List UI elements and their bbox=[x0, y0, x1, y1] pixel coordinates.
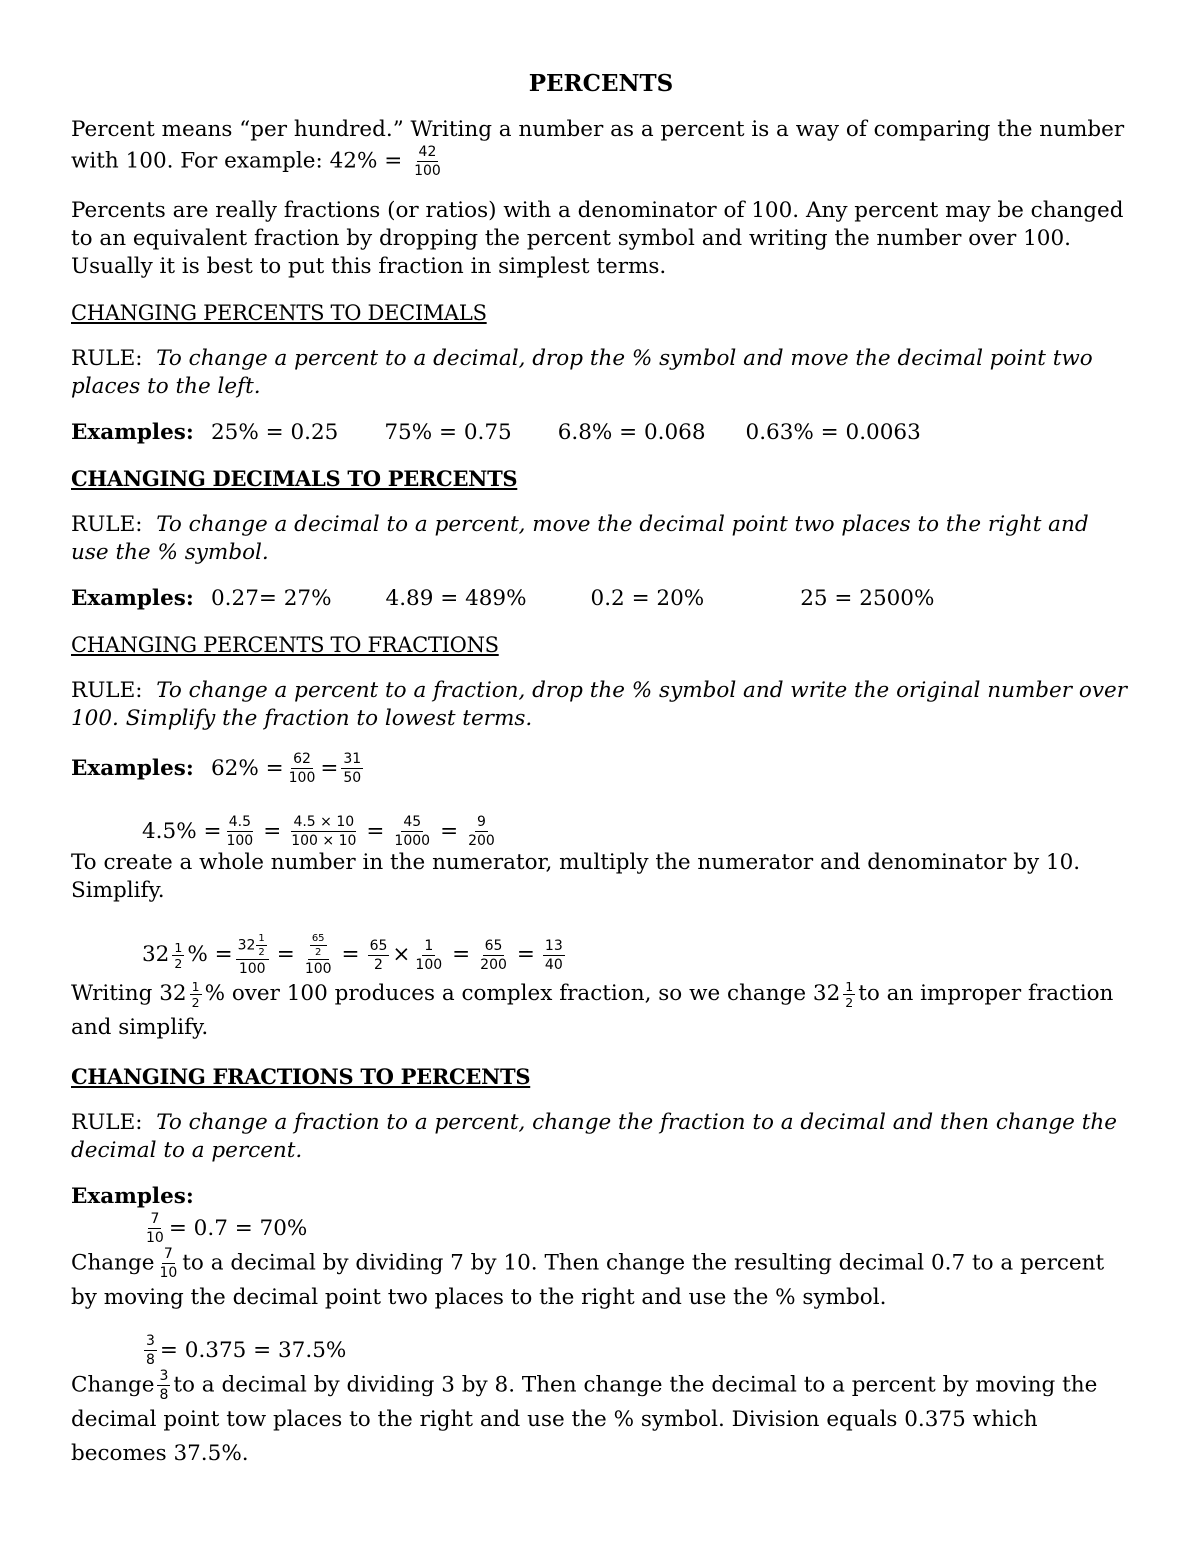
fraction bbox=[190, 980, 202, 1009]
fraction-numerator: 65 bbox=[484, 937, 503, 954]
fraction-denominator: 100 bbox=[226, 833, 254, 849]
fraction-denominator: 50 bbox=[343, 770, 362, 786]
fraction-numerator: 45 bbox=[403, 814, 422, 830]
section-heading-fractions-to-percents: CHANGING FRACTIONS TO PERCENTS bbox=[71, 1064, 531, 1089]
fraction-numerator bbox=[236, 933, 269, 960]
fraction-numerator: 4.5 × 10 bbox=[293, 814, 355, 830]
fraction bbox=[466, 814, 497, 849]
rule-percents-to-fractions bbox=[71, 677, 1131, 733]
fraction bbox=[287, 751, 318, 786]
section-heading-percents-to-fractions: CHANGING PERCENTS TO FRACTIONS bbox=[71, 633, 499, 657]
fraction bbox=[413, 938, 444, 973]
example-item: 4.89 = 489% bbox=[385, 586, 527, 611]
fraction-denominator: 10 bbox=[159, 1265, 178, 1281]
section-heading-percents-to-decimals: CHANGING PERCENTS TO DECIMALS bbox=[71, 301, 487, 325]
fraction bbox=[172, 941, 184, 970]
fraction-numerator: 1 bbox=[191, 978, 200, 994]
fraction-numerator: 65 bbox=[369, 937, 388, 954]
fraction-numerator: 3 bbox=[146, 1333, 155, 1349]
note-text: to a decimal by dividing 3 by 8. Then change the decimal to a percent by moving the decimal point tow places to the right and use the % symbol. Division equals 0.375 which becomes 37.5%. bbox=[71, 1372, 1098, 1466]
examples-label: Examples: bbox=[71, 586, 194, 611]
equals-sign: = bbox=[263, 818, 282, 844]
equals-sign: = bbox=[276, 942, 295, 967]
equals-sign: = bbox=[341, 942, 360, 967]
intro-paragraph-1 bbox=[71, 116, 1131, 179]
rule-text: To change a percent to a decimal, drop the % symbol and move the decimal point two places to the left. bbox=[71, 346, 1093, 399]
fraction-denominator: 200 bbox=[480, 956, 507, 973]
example-item: 0.27= 27% bbox=[211, 586, 332, 611]
rule-fractions-to-percents bbox=[71, 1109, 1131, 1165]
fraction-denominator: 2 bbox=[845, 994, 854, 1010]
fraction-numerator: 1 bbox=[845, 978, 854, 994]
fraction-numerator: 13 bbox=[544, 937, 563, 954]
fraction-denominator: 8 bbox=[146, 1352, 155, 1368]
fraction-numerator: 7 bbox=[150, 1211, 160, 1227]
note-text: to a decimal by dividing 7 by 10. Then change the resulting decimal 0.7 to a percent by moving the decimal point two places to the right and use the % symbol. bbox=[71, 1250, 1105, 1310]
fraction-numerator: 7 bbox=[163, 1246, 173, 1262]
intro-text-1: Percent means “per hundred.” Writing a number as a percent is a way of comparing the number with 100. For example: 42% = bbox=[71, 117, 1125, 174]
fraction-numerator: 3 bbox=[159, 1368, 169, 1384]
fraction bbox=[224, 814, 255, 849]
fraction-denominator: 100 bbox=[304, 961, 332, 977]
example-item: 25% = 0.25 bbox=[211, 420, 339, 445]
fraction-denominator: 1000 bbox=[394, 833, 431, 849]
mixed-whole: 32 bbox=[142, 942, 170, 967]
fraction-numerator bbox=[308, 933, 329, 960]
equals-sign: = bbox=[452, 942, 471, 967]
example-item: 75% = 0.75 bbox=[384, 420, 512, 445]
example-item: 25 = 2500% bbox=[800, 586, 935, 611]
fraction bbox=[843, 980, 855, 1009]
example-item: 0.63% = 0.0063 bbox=[745, 420, 921, 445]
page-title: PERCENTS bbox=[528, 70, 674, 97]
example-item: 6.8% = 0.068 bbox=[557, 420, 706, 445]
note-text: to an improper fraction and simplify. bbox=[71, 981, 1114, 1040]
examples-label: Examples: bbox=[71, 1184, 194, 1209]
fraction bbox=[289, 814, 358, 849]
equation-rhs: = 0.7 = 70% bbox=[168, 1215, 308, 1241]
rule-label: RULE: bbox=[71, 678, 143, 703]
fraction-denominator: 100 bbox=[288, 770, 316, 786]
fraction-denominator: 40 bbox=[544, 956, 563, 973]
fraction-numerator: 42 bbox=[418, 144, 437, 160]
examples-label: Examples: bbox=[71, 420, 194, 445]
fraction bbox=[543, 938, 565, 973]
fraction-numerator: 1 bbox=[258, 933, 265, 944]
fraction bbox=[144, 1211, 166, 1246]
equals-sign: = bbox=[366, 818, 385, 844]
fraction-denominator: 2 bbox=[314, 947, 322, 958]
example-62-percent bbox=[71, 751, 1131, 786]
example-32-half-percent bbox=[71, 933, 1131, 977]
examples-decimals-to-percents bbox=[71, 585, 1131, 613]
fraction bbox=[310, 933, 327, 958]
fraction bbox=[392, 814, 432, 849]
rule-text: To change a percent to a fraction, drop the % symbol and write the original number over 100. Simplify the fraction to lowest terms. bbox=[71, 678, 1127, 731]
fraction-denominator: 100 bbox=[414, 163, 441, 179]
fraction bbox=[144, 1333, 157, 1368]
fraction-numerator: 31 bbox=[343, 751, 362, 767]
fraction bbox=[157, 1246, 179, 1281]
fraction bbox=[157, 1368, 170, 1403]
complex-fraction bbox=[236, 933, 269, 977]
fraction-numerator: 1 bbox=[174, 939, 183, 955]
fraction-denominator: 100 bbox=[238, 961, 266, 977]
mixed-whole: 32 bbox=[237, 937, 256, 954]
fraction-denominator: 2 bbox=[191, 994, 200, 1010]
example-4-5-percent bbox=[71, 814, 1131, 849]
equation-lhs: 4.5% = bbox=[142, 818, 222, 844]
note-text: Writing 32 bbox=[71, 981, 187, 1006]
intro-fraction bbox=[412, 144, 443, 179]
percent-equals: % = bbox=[187, 942, 233, 967]
note-text: % over 100 produces a complex fraction, so we change 32 bbox=[204, 981, 841, 1006]
rule-label: RULE: bbox=[71, 346, 143, 371]
complex-fraction bbox=[303, 933, 334, 977]
fraction-denominator: 8 bbox=[159, 1387, 169, 1403]
equals-sign: = bbox=[440, 818, 459, 844]
note-3-8 bbox=[71, 1368, 1131, 1471]
example-7-10 bbox=[71, 1211, 1131, 1246]
fraction-denominator: 2 bbox=[374, 956, 383, 973]
fraction-denominator: 2 bbox=[174, 955, 183, 971]
note-4-5-percent: To create a whole number in the numerator, multiply the numerator and denominator by 10. Simplify. bbox=[71, 850, 1081, 903]
rule-text: To change a decimal to a percent, move the decimal point two places to the right and use the % symbol. bbox=[71, 512, 1089, 565]
examples-label: Examples: bbox=[71, 755, 194, 781]
fraction bbox=[368, 938, 390, 973]
fraction-denominator: 2 bbox=[258, 947, 265, 958]
rule-label: RULE: bbox=[71, 512, 143, 537]
fraction-numerator: 65 bbox=[311, 933, 325, 944]
example-3-8 bbox=[71, 1333, 1131, 1368]
fraction-numerator: 62 bbox=[293, 751, 311, 767]
fraction-numerator: 1 bbox=[424, 937, 434, 954]
note-32-half-percent bbox=[71, 977, 1131, 1045]
fraction-denominator: 10 bbox=[146, 1230, 164, 1246]
rule-label: RULE: bbox=[71, 1110, 143, 1135]
fraction bbox=[478, 938, 509, 973]
rule-text: To change a fraction to a percent, change the fraction to a decimal and then change the decimal to a percent. bbox=[71, 1110, 1117, 1163]
fraction-numerator: 4.5 bbox=[228, 814, 251, 830]
fraction bbox=[341, 751, 363, 786]
fraction-denominator: 200 bbox=[468, 833, 495, 849]
fraction-denominator: 100 bbox=[415, 956, 443, 973]
intro-paragraph-2: Percents are really fractions (or ratios) with a denominator of 100. Any percent may be changed to an equivalent fraction by dropping the percent symbol and writing the number over 100. Usually it is best to put this fraction in simplest terms. bbox=[71, 198, 1124, 279]
document-page bbox=[71, 70, 1131, 1471]
example-item: 0.2 = 20% bbox=[590, 586, 705, 611]
equation-rhs: = 0.375 = 37.5% bbox=[159, 1337, 347, 1363]
rule-percents-to-decimals bbox=[71, 345, 1131, 401]
equation-lhs: 62% = bbox=[211, 755, 284, 781]
fraction bbox=[256, 933, 266, 958]
note-7-10 bbox=[71, 1246, 1131, 1315]
fraction-denominator: 100 × 10 bbox=[291, 833, 357, 849]
times-sign: × bbox=[392, 942, 411, 967]
section-heading-decimals-to-percents: CHANGING DECIMALS TO PERCENTS bbox=[71, 466, 518, 491]
note-text: Change bbox=[71, 1250, 155, 1276]
fraction-numerator: 9 bbox=[476, 814, 486, 830]
equals-sign: = bbox=[516, 942, 535, 967]
rule-decimals-to-percents bbox=[71, 511, 1131, 567]
examples-percents-to-decimals bbox=[71, 419, 1131, 447]
note-text: Change bbox=[71, 1372, 155, 1398]
equals-sign: = bbox=[320, 755, 339, 781]
